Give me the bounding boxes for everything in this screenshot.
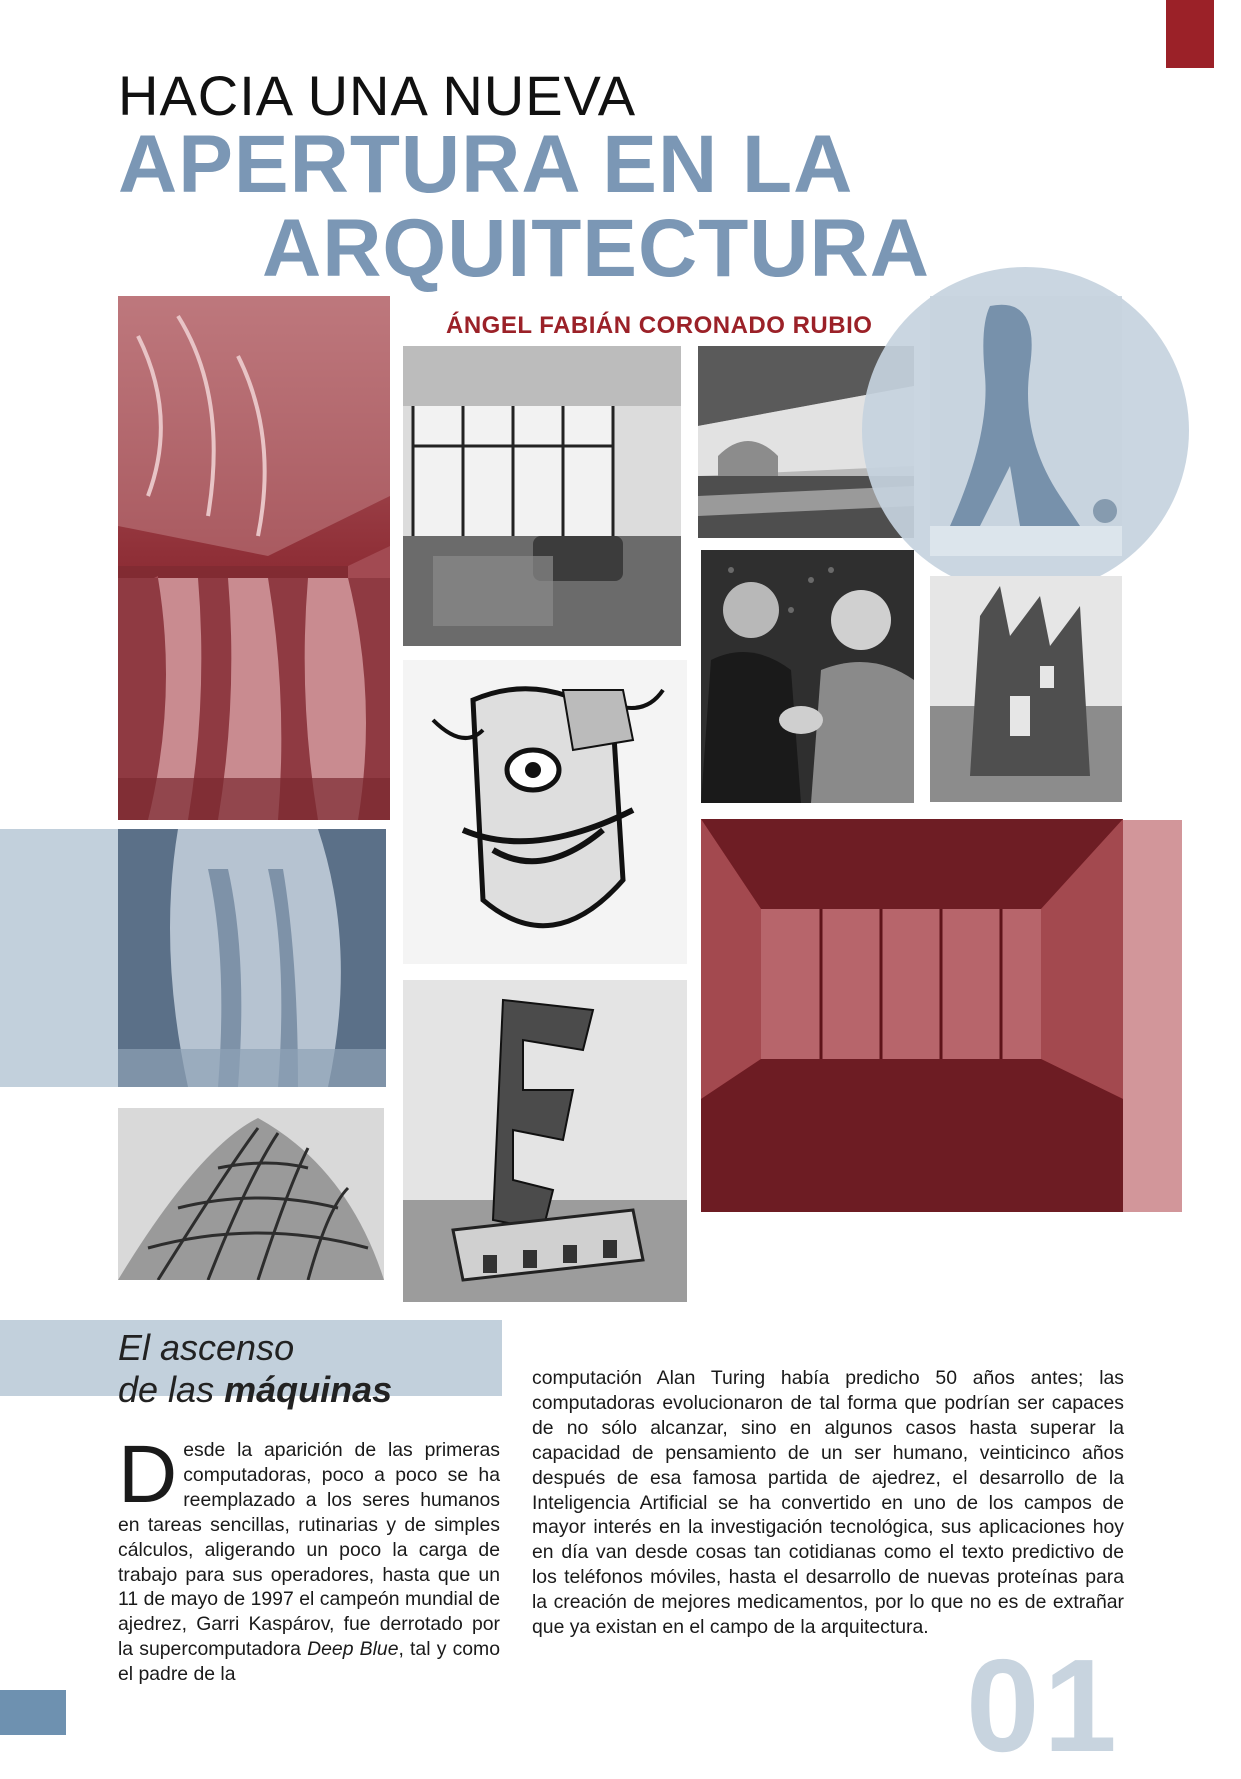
body-column-1-italic: Deep Blue xyxy=(307,1638,399,1661)
image-handshake-men xyxy=(701,550,914,803)
body-column-1 xyxy=(118,1429,500,1687)
title-line-3: ARQUITECTURA xyxy=(262,203,930,294)
title-line-1: HACIA UNA NUEVA xyxy=(118,64,637,127)
author-name: ÁNGEL FABIÁN CORONADO RUBIO xyxy=(446,312,873,339)
section-heading-emphasis: máquinas xyxy=(224,1369,393,1410)
title-line-2: APERTURA EN LA xyxy=(118,119,854,210)
section-heading-line-2 xyxy=(118,1370,392,1410)
image-sculptural-church xyxy=(930,576,1122,802)
image-lattice-shell xyxy=(118,1108,384,1280)
body-column-1-tail: , tal y como el padre de la xyxy=(118,1638,500,1686)
section-heading-line-1: El ascenso xyxy=(118,1327,295,1368)
image-stacked-sculpture xyxy=(403,980,687,1302)
body-column-2: computación Alan Turing había predicho 50 años antes; las computadoras evolucionaron de tal forma que podrían ser capaces de no sólo alcanzar, sino en algunos casos hasta superar la capacidad de pensamiento de un ser humano, veinticinco años después de esa famosa partida de ajedrez, el desarrollo de la Inteligencia Artificial se ha convertido en uno de los campos de mayor interés en la investigación tecnológica, sus aplicaciones hoy en día van desde cosas tan cotidianas como el texto predictivo de los teléfonos móviles, hasta el desarrollo de nuevas proteínas para la creación de mejores medicamentos, por lo que no es de extrañar que ya existan en el campo de la arquitectura. xyxy=(532,1367,1124,1639)
body-column-1-text: esde la aparición de las primeras computadoras, poco a poco se ha reemplazado a los seres humanos en tareas sencillas, rutinarias y de simples cálculos, aligerando un poco la carga de trabajo para sus operadores, hasta que un 11 de mayo de 1997 el campeón mundial de ajedrez, Garri Kaspárov, fue derrotado por la supercomputadora xyxy=(118,1439,500,1661)
page-number: 01 xyxy=(966,1632,1121,1779)
image-tower-building xyxy=(930,296,1122,556)
image-glass-pavilion xyxy=(701,819,1123,1212)
bottom-accent-block xyxy=(0,1690,66,1735)
image-forest-columns xyxy=(118,578,390,820)
image-tree-hall xyxy=(118,829,386,1087)
left-accent-band xyxy=(0,829,125,1087)
section-heading-prefix: de las xyxy=(118,1369,225,1410)
image-modern-living-room xyxy=(403,346,681,646)
drop-cap: D xyxy=(118,1429,178,1520)
image-dali-portrait xyxy=(403,660,687,964)
corner-accent-block xyxy=(1166,0,1214,68)
